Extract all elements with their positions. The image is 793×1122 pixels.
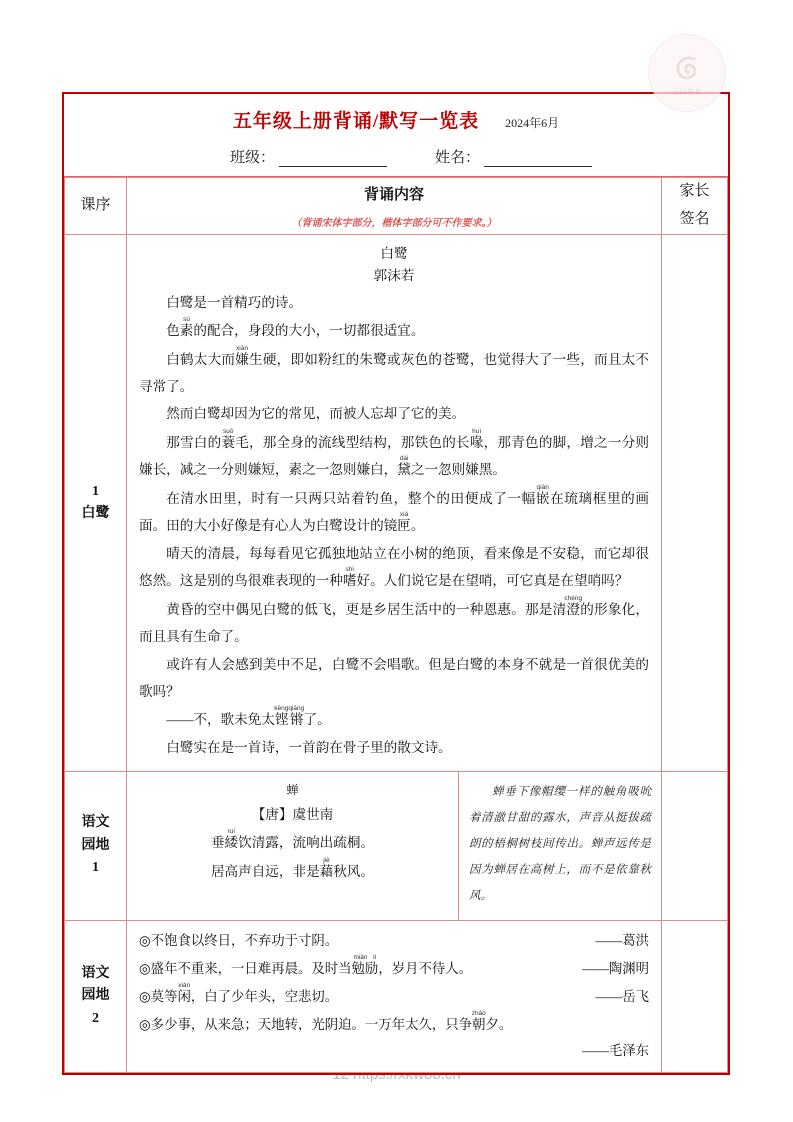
page-title: 五年级上册背诵/默写一览表 (232, 111, 480, 132)
table-row (65, 920, 728, 1073)
ruby-suo: 蓑suō (221, 427, 236, 450)
quote-text: ◎莫等闲xián，白了少年头，空悲切。 (139, 982, 339, 1005)
quote-item (139, 954, 649, 982)
row-order-number: 1 (92, 860, 99, 876)
row-order-name-line2: 园地 (81, 988, 110, 1004)
quote-source: ——毛泽东 (582, 1043, 649, 1059)
quote-item (139, 1010, 649, 1064)
quote-text: ◎多少事，从来急；天地转，光阴迫。一万年太久，只争朝zhāo夕。 (139, 1010, 513, 1033)
spiral-logo-icon (669, 50, 705, 86)
row-content-yuwen2 (127, 920, 662, 1073)
document-date: 2024年6月 (505, 116, 560, 130)
title-band (64, 94, 728, 177)
row-order-name: 白鹭 (81, 505, 110, 521)
poem-split-layout (127, 772, 661, 919)
student-fields-row (64, 146, 728, 167)
ruby-cheng: 澄chéng (564, 594, 583, 617)
poem-author: 【唐】虞世南 (251, 806, 334, 822)
name-field-blank[interactable] (484, 151, 592, 167)
quote-source: ——陶渊明 (582, 960, 649, 976)
signature-cell[interactable] (662, 920, 728, 1073)
row-order-name-line2: 园地 (81, 837, 110, 853)
class-field (230, 146, 387, 167)
poem-line: 居高声自远，非是藉jiè秋风。 (210, 856, 375, 879)
table-row (65, 234, 728, 772)
lesson-paragraph: 然而白鹭却因为它的常见，而被人忘却了它的美。 (166, 406, 466, 422)
poem-line: 垂緌ruí饮清露，流响出疏桐。 (210, 827, 375, 850)
title-row (64, 106, 728, 133)
ruby-zhao: 朝zhāo (471, 1010, 486, 1033)
name-field (435, 146, 592, 167)
lesson-paragraph: 或许有人会感到美中不足，白鹭不会唱歌。但是白鹭的本身不就是一首很优美的歌吗？ (139, 656, 649, 700)
quote-source: ——岳飞 (595, 989, 649, 1005)
ruby-xia: 匣xiá (397, 511, 411, 534)
row-order-number: 1 (92, 483, 99, 499)
recitation-table (64, 177, 728, 1073)
logo-caption: 天问教育 (672, 87, 702, 96)
ruby-xian: 嫌xián (235, 344, 250, 367)
lesson-paragraph: 色素sù的配合，身段的大小，一切都很适宜。 (166, 316, 425, 339)
quote-item (139, 982, 649, 1010)
table-row (65, 772, 728, 920)
poem-title: 蝉 (286, 783, 299, 798)
row-order-yuwen2 (65, 920, 127, 1073)
name-field-label: 姓名： (435, 150, 481, 166)
row-order-number: 2 (92, 1010, 99, 1026)
lesson-title: 白鹭 (380, 245, 408, 261)
ruby-rui: 緌ruí (224, 827, 239, 850)
signature-cell[interactable] (662, 772, 728, 920)
quote-text: ◎不饱食以终日，不弃功于寸阴。 (139, 932, 339, 948)
ruby-xian2: 闲xián (177, 982, 191, 1005)
column-header-content-label: 背诵内容 (363, 186, 424, 203)
row-content-lesson1 (127, 234, 662, 772)
quote-text: ◎盛年不重来，一日难再晨。及时当勉励miǎn lì，岁月不待人。 (139, 953, 473, 976)
lesson-text-block (127, 235, 661, 772)
ruby-su: 素sù (179, 316, 194, 339)
lesson-paragraph: 白鹭是一首精巧的诗。 (166, 294, 303, 310)
row-order-name-line1: 语文 (81, 815, 110, 831)
ruby-mianli: 勉励miǎn lì (351, 953, 379, 976)
column-header-content (127, 178, 662, 235)
worksheet-frame (62, 92, 730, 1075)
row-order-yuwen1 (65, 772, 127, 920)
lesson-paragraph: 在清水田里，时有一只两只站着钓鱼，整个的田便成了一幅嵌qiàn在琉璃框里的画面。田的大小好像是有心人为白鹭设计的镜匣xiá。 (139, 483, 649, 534)
site-watermark-logo (648, 34, 726, 112)
row-order-lesson1 (65, 234, 127, 772)
lesson-paragraph: 那雪白的蓑suō毛，那全身的流线型结构，那铁色的长喙huì，那青色的脚，增之一分则嫌长，减之一分则嫌短，素之一忽则嫌白，黛dài之一忽则嫌黑。 (139, 427, 650, 478)
row-order-name-line1: 语文 (81, 966, 110, 982)
poem-block (127, 772, 459, 919)
lesson-paragraph: 晴天的清晨，每每看见它孤独地站立在小树的绝顶，看来像是不安稳，而它却很悠然。这是别的鸟很难表现的一种嗜shì好。人们说它是在望哨，可它真是在望哨吗？ (139, 545, 649, 589)
lesson-paragraph: 黄昏的空中偶见白鹭的低飞，更是乡居生活中的一种恩惠。那是清澄chéng的形象化，而且具有生命了。 (139, 594, 650, 645)
ruby-shi: 嗜shì (342, 566, 357, 589)
class-field-blank[interactable] (279, 151, 387, 167)
lesson-paragraph: 白鹤太大而嫌xián生硬，即如粉红的朱鹭或灰色的苍鹭，也觉得大了一些，而且太不寻常了。 (139, 344, 650, 395)
ruby-jie: 藉jiè (319, 856, 334, 879)
poem-translation: 蝉垂下像帽缨一样的触角吸吮着清澈甘甜的露水，声音从挺拔疏朗的梧桐树枝间传出。蝉声远传是因为蝉居在高树上，而不是依靠秋风。 (469, 786, 651, 902)
column-header-signature-line1: 家长 (679, 183, 710, 199)
ruby-hui: 喙huì (469, 427, 484, 450)
lesson-paragraph: 白鹭实在是一首诗，一首韵在骨子里的散文诗。 (166, 739, 452, 755)
quote-item (139, 928, 649, 954)
column-header-signature (662, 178, 728, 235)
row-content-yuwen1 (127, 772, 662, 920)
signature-cell[interactable] (662, 234, 728, 772)
ruby-dai: 黛dài (397, 455, 411, 478)
lesson-paragraph: ——不，歌未免太铿锵kēngqiāng了。 (166, 705, 331, 728)
ruby-kengqiang: 铿锵kēngqiāng (274, 705, 305, 728)
table-header-row (65, 178, 728, 235)
lesson-author: 郭沫若 (373, 267, 415, 283)
class-field-label: 班级： (229, 150, 275, 166)
column-header-content-note: （背诵宋体字部分，楷体字部分可不作要求。） (291, 217, 497, 229)
column-header-signature-line2: 签名 (679, 210, 710, 227)
column-header-order: 课序 (65, 178, 127, 235)
quote-list (127, 921, 661, 1073)
ruby-qian: 嵌qiàn (535, 483, 551, 506)
quote-source: ——葛洪 (595, 932, 649, 948)
